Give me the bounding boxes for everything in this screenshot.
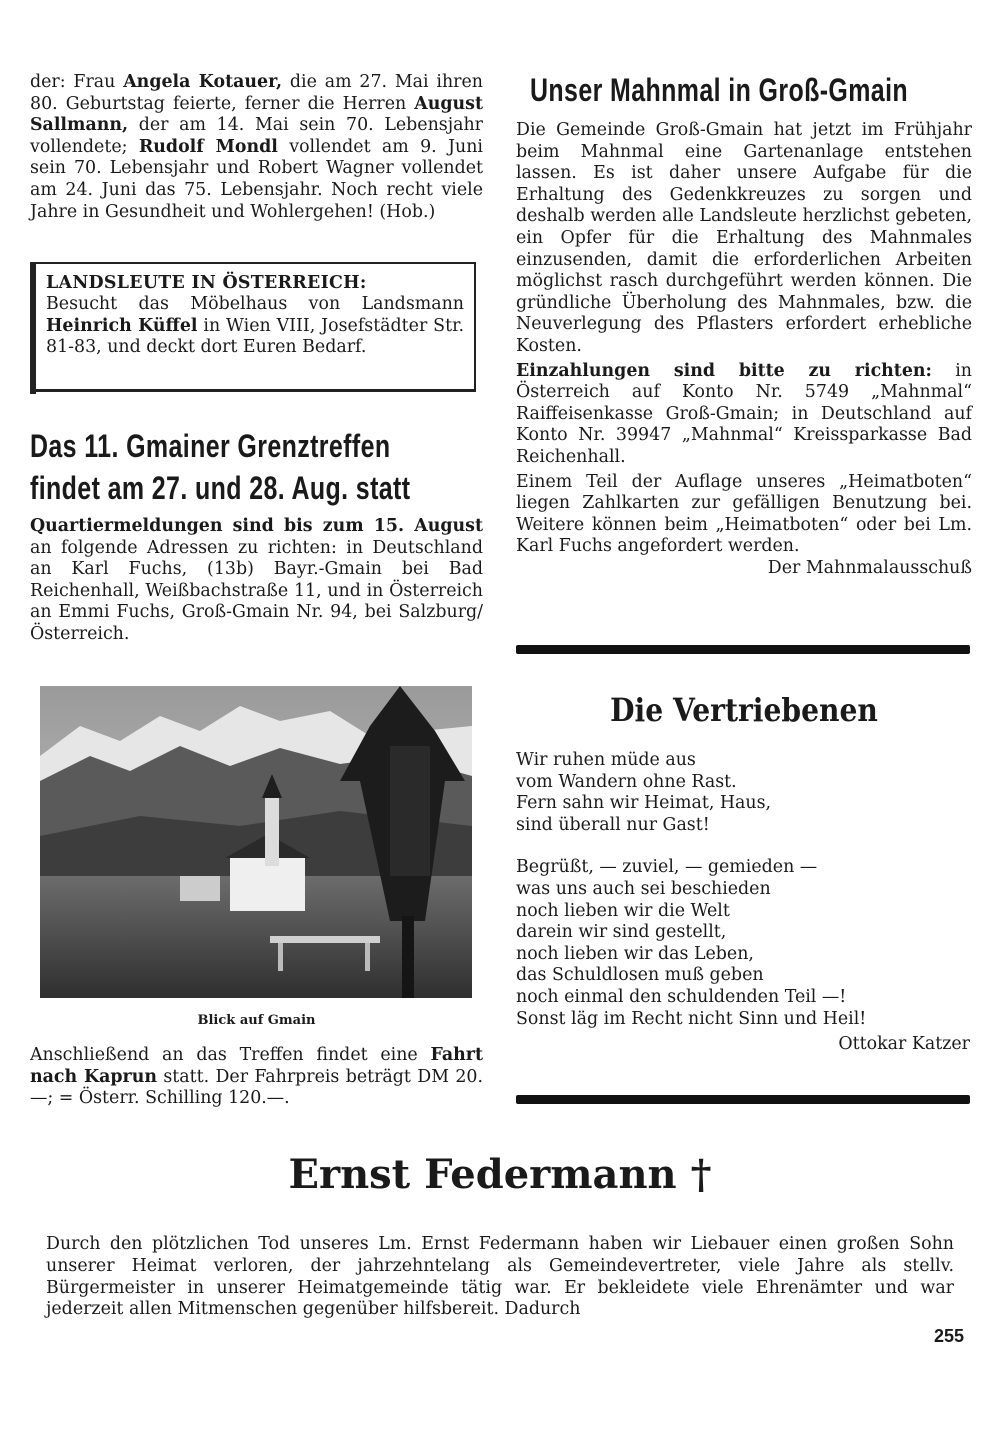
obituary-title: Ernst Federmann † xyxy=(288,1151,712,1198)
quartier-paragraph: Quartiermeldungen sind bis zum 15. August an folgende Adressen zu richten: in Deutschland an Karl Fuchs, (13b) Bayr.-Gmain bei Bad Reichenhall, Weißbachstraße 11, und in Österreich an Emmi Fuchs, Groß-Gmain Nr. 94, bei Salzburg/Österreich. xyxy=(30,516,483,644)
treffen-headline: Das 11. Gmainer Grenztreffen findet am 27. und 28. Aug. statt xyxy=(30,428,411,506)
mahnmal-headline: Unser Mahnmal in Groß-Gmain xyxy=(530,72,909,108)
mahnmal-paragraph-1: Die Gemeinde Groß-Gmain hat jetzt im Frühjahr beim Mahnmal eine Gartenanlage entstehen lassen. Es ist daher unsere Aufgabe für die Erhaltung des Gedenkkreuzes zu sorgen und deshalb werden alle Landsleute herzlichst gebeten, ein Opfer für die Erhaltung des Mahnmales einzusenden, damit die erforderlichen Arbeiten möglichst rasch durchgeführt werden können. Die gründliche Überholung des Mahnmales, bzw. die Neuverlegung des Pflasters erfordert erhebliche Kosten. xyxy=(516,120,972,356)
mahnmal-paragraph-2: Einzahlungen sind bitte zu richten: in Österreich auf Konto Nr. 5749 „Mahnmal“ Raiffeisenkasse Groß-Gmain; in Deutschland auf Konto Nr. 39947 „Mahnmal“ Kreissparkasse Bad Reichenhall. xyxy=(516,360,972,467)
fahrt-paragraph: Anschließend an das Treffen findet eine Fahrt nach Kaprun statt. Der Fahrpreis beträgt DM 20.—; = Österr. Schilling 120.—. xyxy=(30,1045,483,1109)
page-number: 255 xyxy=(934,1326,965,1346)
divider-bar-1 xyxy=(516,645,970,654)
mahnmal-paragraph-3: Einem Teil der Auflage unseres „Heimatboten“ liegen Zahlkarten zur gefälligen Benutzung bei. Weitere können beim „Heimatboten“ oder bei Lm. Karl Fuchs angefordert werden. Der Mahnmalausschuß xyxy=(516,471,972,578)
divider-bar-2 xyxy=(516,1095,970,1104)
mahnmal-article xyxy=(516,120,972,579)
obituary-text: Durch den plötzlichen Tod unseres Lm. Ernst Federmann haben wir Liebauer einen großen Sohn unserer Heimat verloren, der jahrzehntelang als Gemeindevertreter, viele Jahre als stellv. Bürgermeister in unserer Heimatgemeinde tätig war. Er bekleidete viele Ehrenämter und war jederzeit allen Mitmenschen gegenüber hilfsbereit. Dadurch xyxy=(46,1234,954,1320)
gmain-photo xyxy=(40,686,472,998)
poem-stanza-2: Begrüßt, — zuviel, — gemieden — was uns auch sei beschieden noch lieben wir die Welt darein wir sind gestellt, noch lieben wir das Leben, das Schuldlosen muß geben noch einmal den schuldenden Teil —! Sonst läg im Recht nicht Sinn und Heil! xyxy=(516,857,867,1029)
poem-title: Die Vertriebenen xyxy=(610,691,878,729)
birthday-paragraph: der: Frau Angela Kotauer, die am 27. Mai ihren 80. Geburtstag feierte, ferner die Herren August Sallmann, der am 14. Mai sein 70. Lebensjahr vollendete; Rudolf Mondl vollendet am 9. Juni sein 70. Lebensjahr und Robert Wagner vollendet am 24. Juni das 75. Lebensjahr. Noch recht viele Jahre in Gesundheit und Wohlergehen! (Hob.) xyxy=(30,72,483,222)
landscape-image xyxy=(40,686,472,998)
ad-body: Besucht das Möbelhaus von Landsmann Heinrich Küffel in Wien VIII, Josefstädter Str. 81-83, und deckt dort Euren Bedarf. xyxy=(46,294,465,358)
mahnmal-signature: Der Mahnmalausschuß xyxy=(767,557,972,578)
poem xyxy=(516,750,972,1056)
advertisement-box xyxy=(30,262,476,392)
poem-stanza-1: Wir ruhen müde aus vom Wandern ohne Rast. Fern sahn wir Heimat, Haus, sind überall nur Gast! xyxy=(516,750,772,835)
photo-caption: Blick auf Gmain xyxy=(197,1013,316,1028)
poem-author: Ottokar Katzer xyxy=(838,1034,970,1055)
ad-heading: LANDSLEUTE IN ÖSTERREICH: xyxy=(46,273,367,293)
